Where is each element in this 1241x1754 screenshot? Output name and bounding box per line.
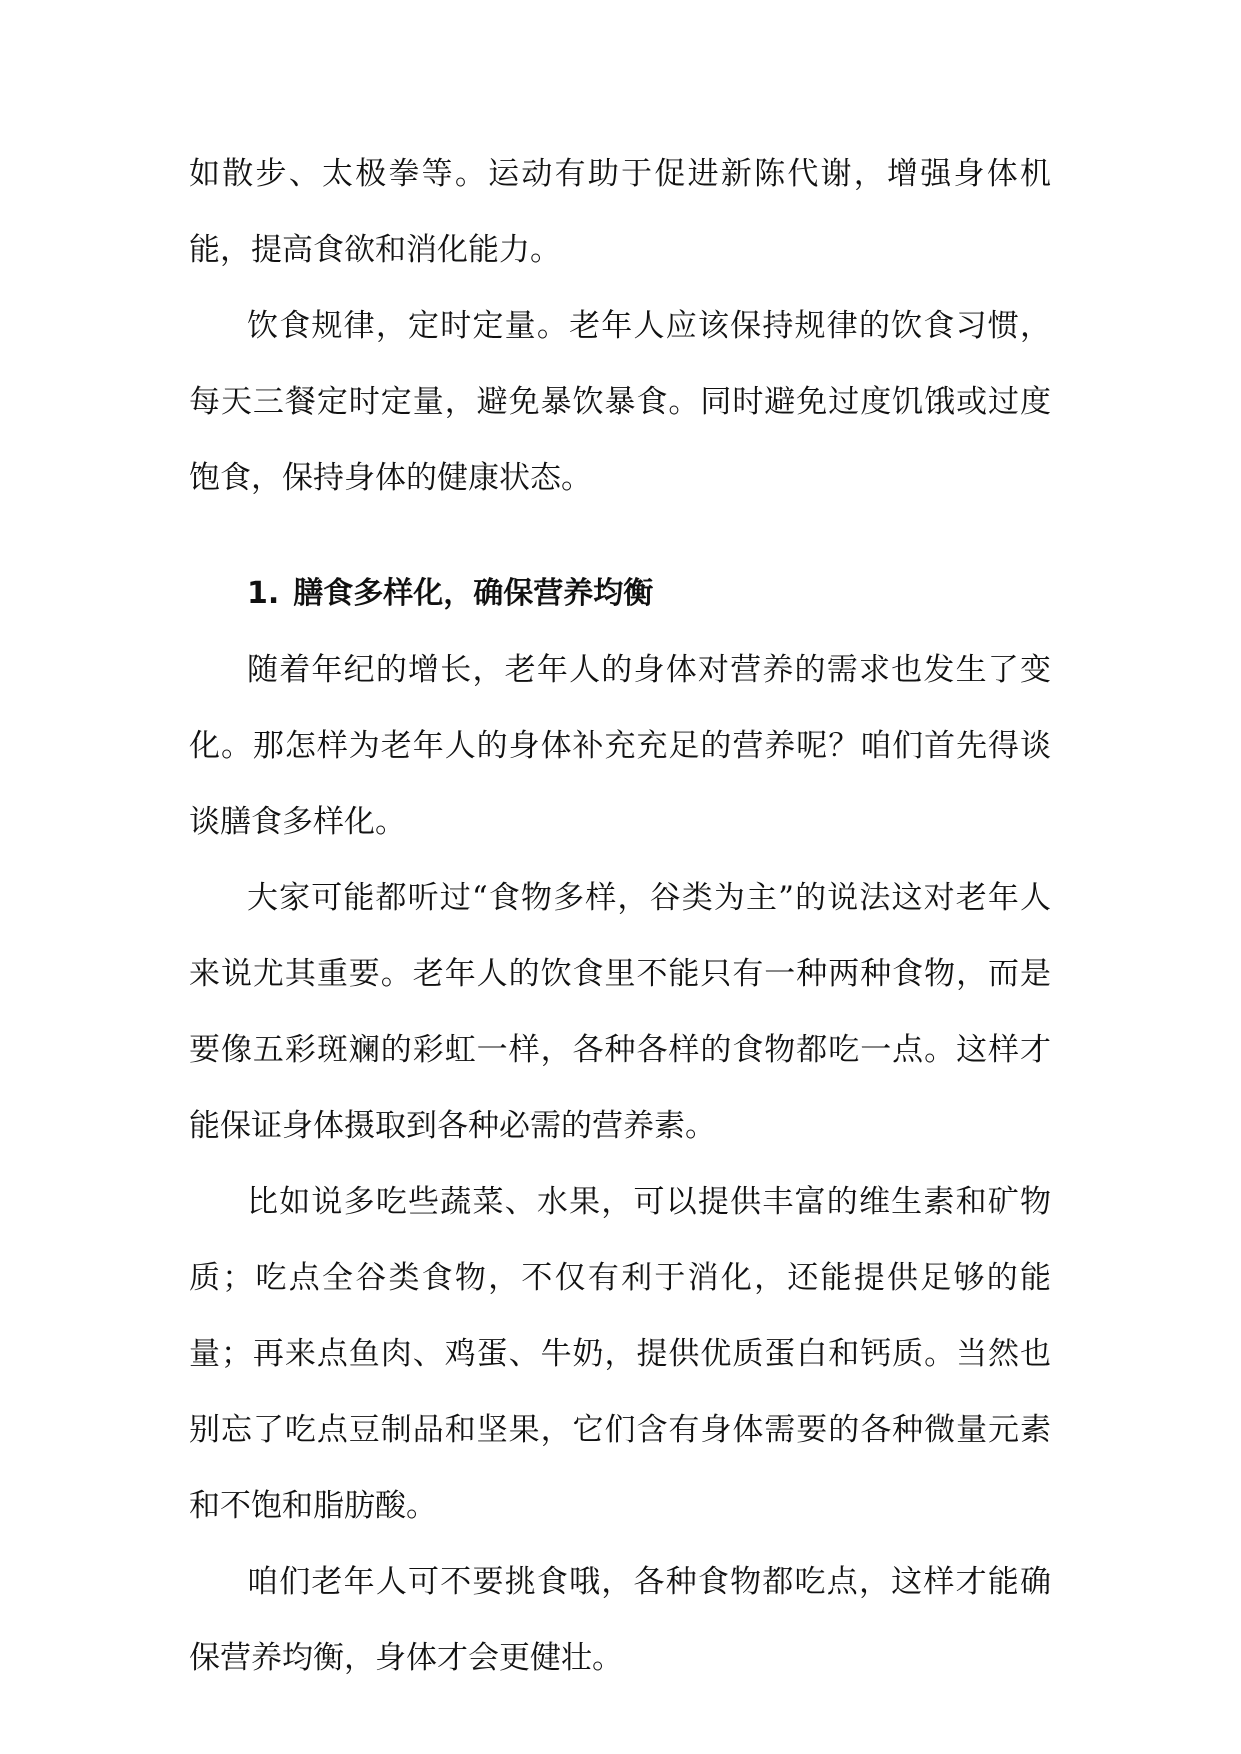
heading-text: 膳食多样化，确保营养均衡 [293,576,654,611]
paragraph-food-examples: 比如说多吃些蔬菜、水果，可以提供丰富的维生素和矿物质；吃点全谷类食物，不仅有利于消化，还能提供足够的能量；再来点鱼肉、鸡蛋、牛奶，提供优质蛋白和钙质。当然也别忘了吃点豆制品和坚果，它们含有身体需要的各种微量元素和不饱和脂肪酸。 [189,1184,1051,1524]
paragraph-food-variety: 大家可能都听过“食物多样，谷类为主”的说法这对老年人来说尤其重要。老年人的饮食里不能只有一种两种食物，而是要像五彩斑斓的彩虹一样，各种各样的食物都吃一点。这样才能保证身体摄取到各种必需的营养素。 [189,880,1051,1144]
document-body [189,136,1051,1696]
heading-number: 1. [247,576,280,611]
section-heading [189,556,1051,632]
paragraph-continued-exercise: 如散步、太极拳等。运动有助于促进新陈代谢，增强身体机能，提高食欲和消化能力。 [189,156,1051,268]
paragraph-no-picky-eating: 咱们老年人可不要挑食哦，各种食物都吃点，这样才能确保营养均衡，身体才会更健壮。 [189,1564,1051,1676]
paragraph-aging-nutrition: 随着年纪的增长，老年人的身体对营养的需求也发生了变化。那怎样为老年人的身体补充充足的营养呢？咱们首先得谈谈膳食多样化。 [189,652,1051,840]
paragraph-regular-diet: 饮食规律，定时定量。老年人应该保持规律的饮食习惯，每天三餐定时定量，避免暴饮暴食。同时避免过度饥饿或过度饱食，保持身体的健康状态。 [189,308,1051,496]
